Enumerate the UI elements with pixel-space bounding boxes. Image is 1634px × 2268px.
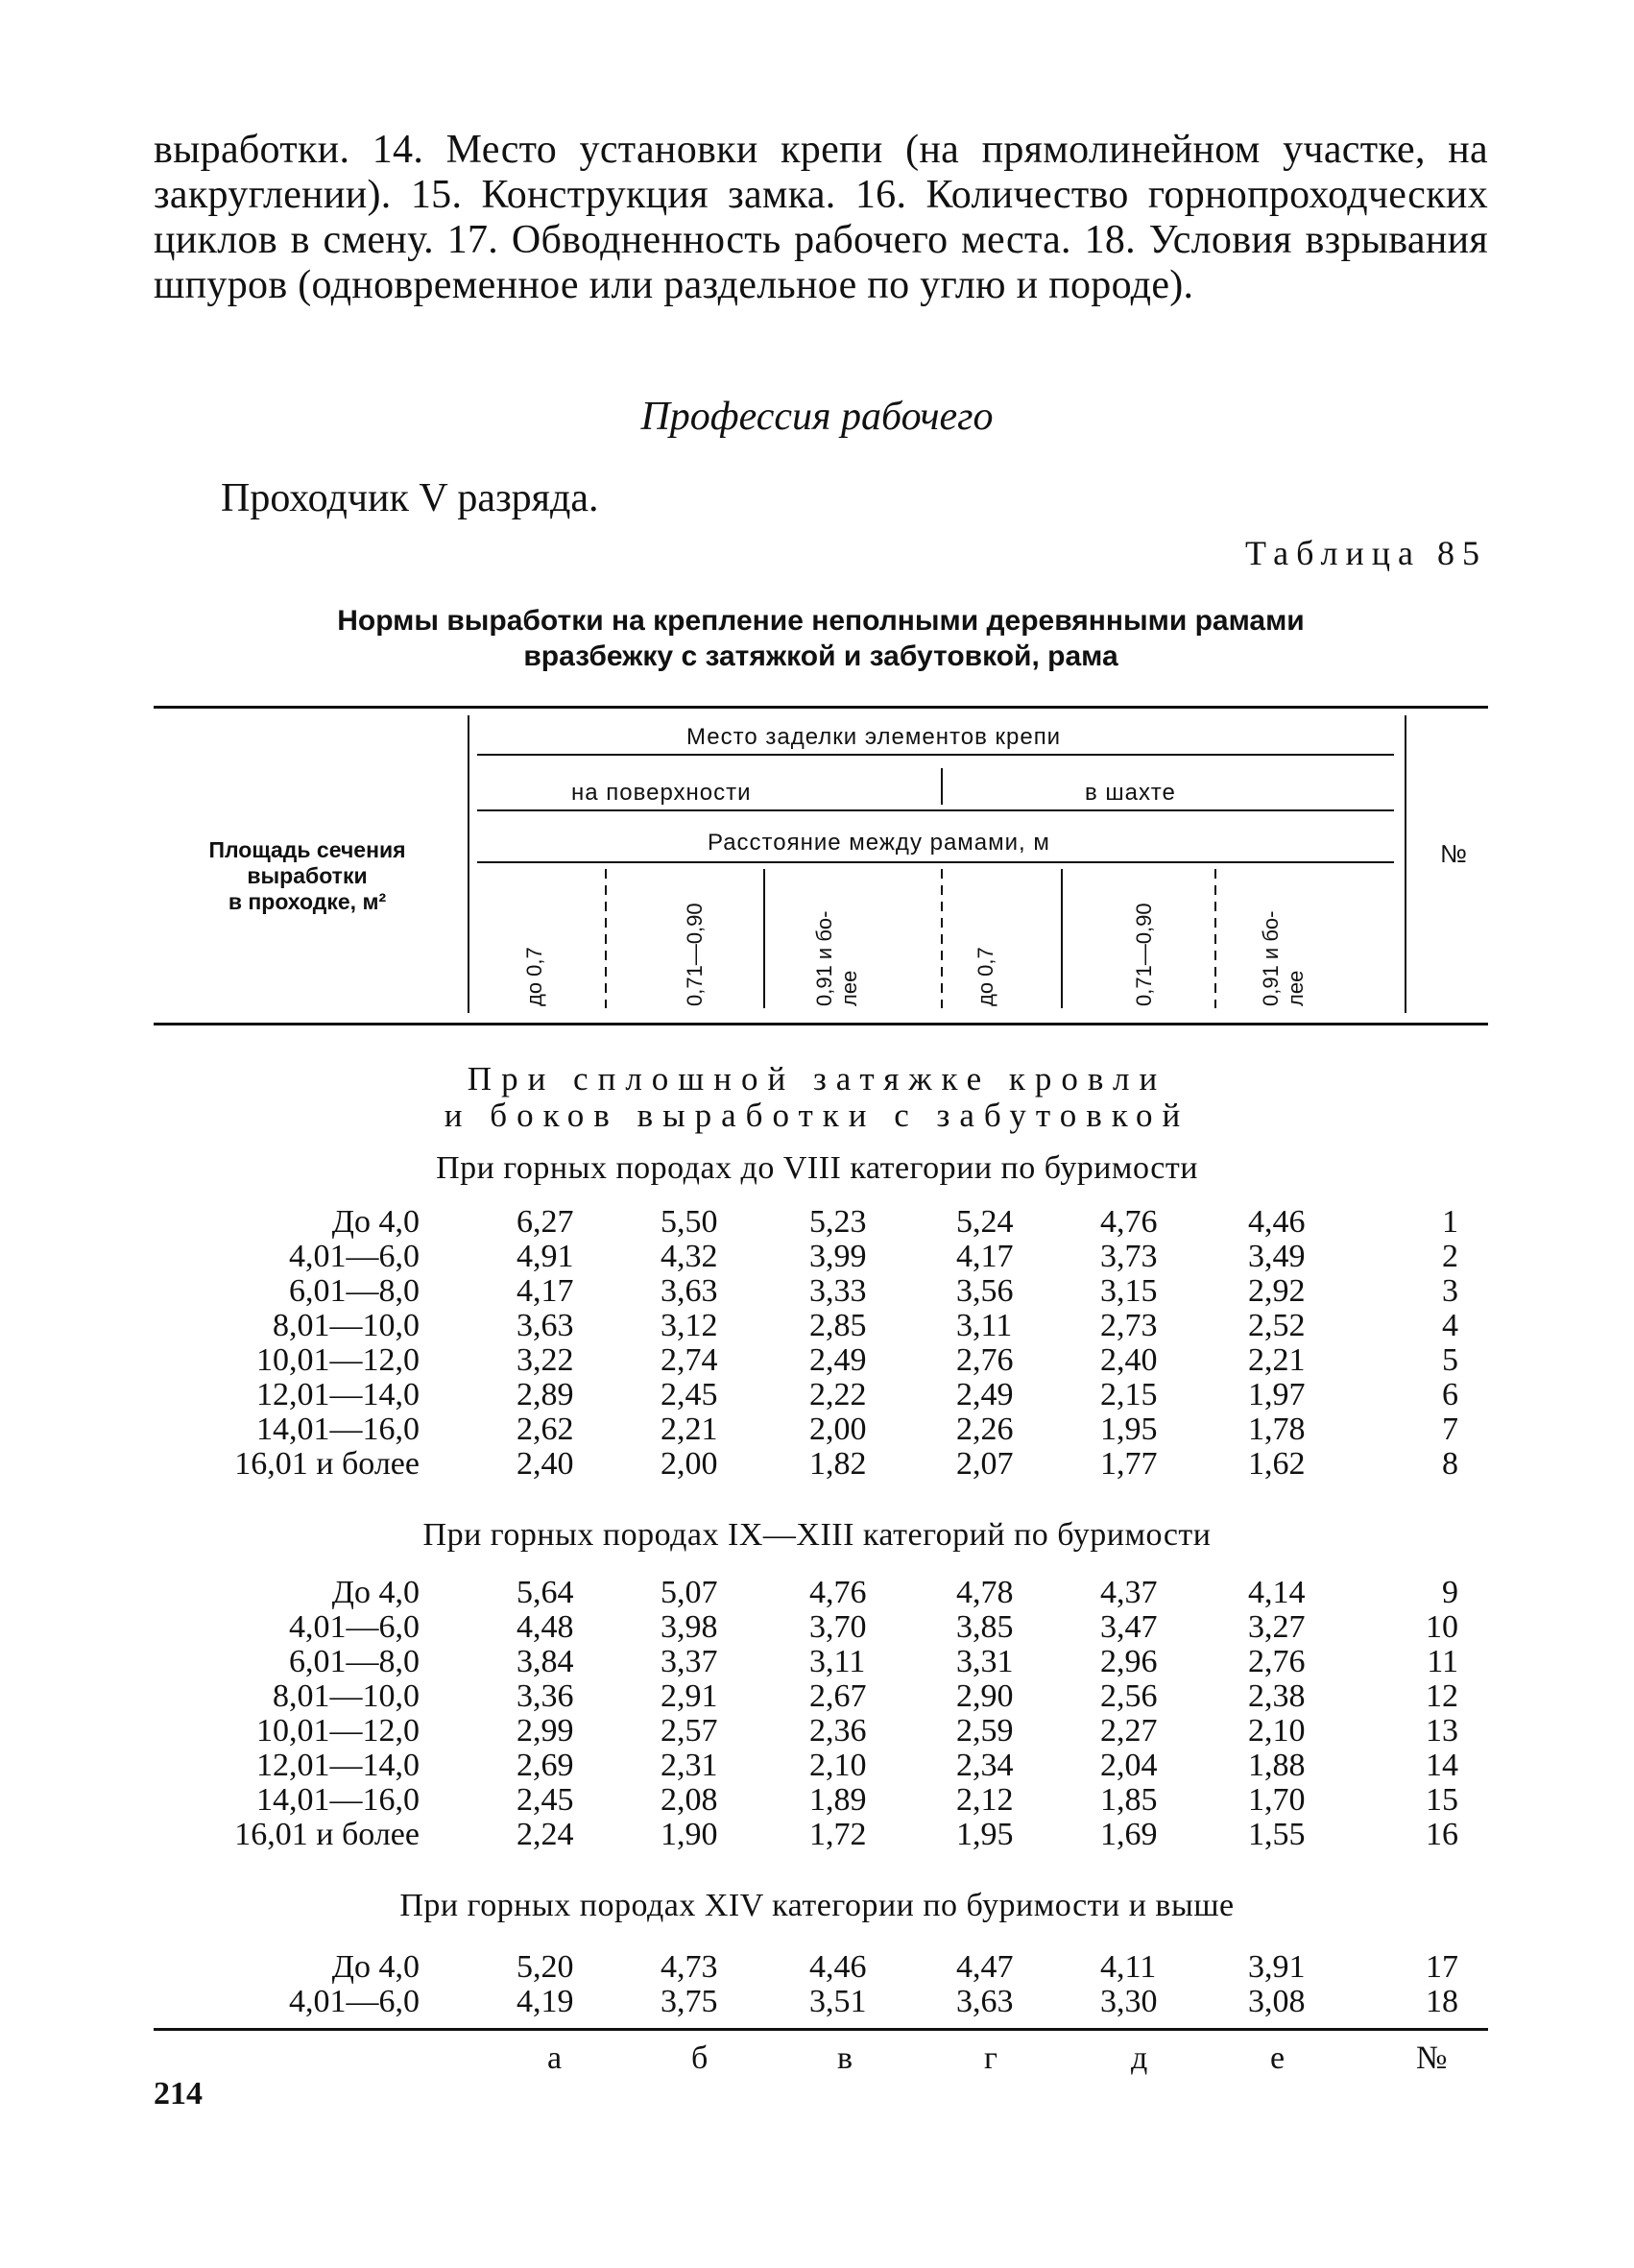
cell-f: 1,97 <box>1248 1377 1306 1412</box>
cell-f: 1,78 <box>1248 1411 1306 1447</box>
col-header-c-text: 0,91 и бо- <box>812 910 836 1006</box>
table-row <box>0 1645 1634 1679</box>
cell-d: 3,63 <box>956 1984 1014 2019</box>
footer-letter-d: г <box>984 2040 997 2076</box>
footer-letter-e: д <box>1131 2040 1148 2076</box>
row-area: 8,01—10,0 <box>273 1678 420 1714</box>
table-row <box>0 1309 1634 1343</box>
cell-e: 3,73 <box>1100 1239 1158 1274</box>
footer-letter-c: в <box>837 2040 853 2076</box>
row-number: 7 <box>1442 1411 1458 1447</box>
cell-e: 1,95 <box>1100 1411 1158 1447</box>
cell-d: 2,90 <box>956 1678 1014 1714</box>
header-stub-line2: выработки <box>247 863 368 888</box>
cell-e: 1,77 <box>1100 1446 1158 1482</box>
cell-e: 3,47 <box>1100 1609 1158 1645</box>
cell-c: 3,51 <box>809 1984 867 2019</box>
footer-letter-b: б <box>691 2040 709 2076</box>
row-area: 6,01—8,0 <box>289 1644 420 1679</box>
cell-a: 2,24 <box>517 1817 574 1852</box>
cell-b: 2,31 <box>661 1748 718 1783</box>
col-header-b-text: 0,71—0,90 <box>683 903 707 1006</box>
num-divider <box>1405 715 1406 1013</box>
header-distance: Расстояние между рамами, м <box>708 830 1050 856</box>
header-stub <box>158 837 456 915</box>
row-number: 5 <box>1442 1342 1458 1378</box>
row-area: 4,01—6,0 <box>289 1239 420 1274</box>
cell-c: 3,33 <box>809 1273 867 1309</box>
table-row <box>0 1240 1634 1274</box>
cell-c: 2,85 <box>809 1308 867 1343</box>
row-area: 4,01—6,0 <box>289 1609 420 1645</box>
table-row <box>0 1610 1634 1645</box>
cell-d: 2,12 <box>956 1782 1014 1818</box>
row-number: 1 <box>1442 1204 1458 1240</box>
cell-d: 2,49 <box>956 1377 1014 1412</box>
cell-c: 2,00 <box>809 1411 867 1447</box>
row-number: 11 <box>1427 1644 1458 1679</box>
row-number: 17 <box>1426 1949 1458 1985</box>
cell-a: 5,64 <box>517 1575 574 1610</box>
cell-c: 2,10 <box>809 1748 867 1783</box>
cell-c: 2,36 <box>809 1713 867 1749</box>
table-row <box>0 1714 1634 1749</box>
stub-divider <box>468 715 469 1013</box>
cell-e: 1,85 <box>1100 1782 1158 1818</box>
row-area: До 4,0 <box>331 1949 420 1985</box>
table-row <box>0 1274 1634 1309</box>
row-area: 8,01—10,0 <box>273 1308 420 1343</box>
cell-f: 1,55 <box>1248 1817 1306 1852</box>
cell-b: 2,08 <box>661 1782 718 1818</box>
cell-f: 1,70 <box>1248 1782 1306 1818</box>
cell-d: 1,95 <box>956 1817 1014 1852</box>
cell-c: 1,82 <box>809 1446 867 1482</box>
cell-d: 3,85 <box>956 1609 1014 1645</box>
cell-f: 1,62 <box>1248 1446 1306 1482</box>
row-number: 14 <box>1426 1748 1458 1783</box>
header-rule-3 <box>477 861 1394 863</box>
header-surface: на поверхности <box>571 780 752 806</box>
cell-b: 3,37 <box>661 1644 718 1679</box>
row-area: 12,01—14,0 <box>256 1748 420 1783</box>
cell-f: 3,49 <box>1248 1239 1306 1274</box>
header-bottom-rule <box>154 1023 1488 1025</box>
cell-c: 2,49 <box>809 1342 867 1378</box>
cell-e: 2,56 <box>1100 1678 1158 1714</box>
cell-e: 2,96 <box>1100 1644 1158 1679</box>
cell-a: 2,69 <box>517 1748 574 1783</box>
cell-a: 4,48 <box>517 1609 574 1645</box>
cell-d: 3,56 <box>956 1273 1014 1309</box>
table-row <box>0 1679 1634 1714</box>
cell-c: 3,11 <box>809 1644 866 1679</box>
table-row <box>0 1576 1634 1610</box>
table-row <box>0 1205 1634 1240</box>
cell-c: 4,46 <box>809 1949 867 1985</box>
cell-f: 2,52 <box>1248 1308 1306 1343</box>
group-title-2: При горных породах IX—XIII категорий по буримости <box>422 1517 1212 1553</box>
cell-a: 3,36 <box>517 1678 574 1714</box>
cell-d: 2,76 <box>956 1342 1014 1378</box>
section-title <box>0 1061 1634 1134</box>
cell-a: 3,84 <box>517 1644 574 1679</box>
cell-d: 5,24 <box>956 1204 1014 1240</box>
col-header-f-text: 0,91 и бо- <box>1259 910 1283 1006</box>
table-row <box>0 1378 1634 1412</box>
row-area: 16,01 и более <box>234 1817 420 1852</box>
cell-d: 2,26 <box>956 1411 1014 1447</box>
cell-b: 5,50 <box>661 1204 718 1240</box>
cell-a: 2,62 <box>517 1411 574 1447</box>
cell-a: 4,17 <box>517 1273 574 1309</box>
row-number: 10 <box>1426 1609 1458 1645</box>
cell-f: 2,38 <box>1248 1678 1306 1714</box>
table-title <box>154 603 1488 674</box>
table-row <box>0 1950 1634 1985</box>
cell-d: 2,59 <box>956 1713 1014 1749</box>
table-row <box>0 1783 1634 1818</box>
cell-d: 4,47 <box>956 1949 1014 1985</box>
row-number: 4 <box>1442 1308 1458 1343</box>
header-shaft: в шахте <box>1085 780 1176 806</box>
row-number: 15 <box>1426 1782 1458 1818</box>
row-number: 18 <box>1426 1984 1458 2019</box>
profession-text: Проходчик V разряда. <box>221 476 599 520</box>
cell-b: 2,00 <box>661 1446 718 1482</box>
cell-e: 3,30 <box>1100 1984 1158 2019</box>
cell-b: 2,21 <box>661 1411 718 1447</box>
table-row <box>0 1749 1634 1783</box>
cell-f: 3,91 <box>1248 1949 1306 1985</box>
cell-b: 3,75 <box>661 1984 718 2019</box>
page-number: 214 <box>154 2076 203 2111</box>
col-header-f2-text: лее <box>1284 970 1308 1006</box>
cell-c: 5,23 <box>809 1204 867 1240</box>
cell-d: 2,34 <box>956 1748 1014 1783</box>
cell-a: 4,91 <box>517 1239 574 1274</box>
row-area: 6,01—8,0 <box>289 1273 420 1309</box>
cell-d: 3,11 <box>956 1308 1013 1343</box>
row-number: 6 <box>1442 1377 1458 1412</box>
table-row <box>0 1985 1634 2019</box>
cell-a: 5,20 <box>517 1949 574 1985</box>
cell-e: 2,04 <box>1100 1748 1158 1783</box>
table-row <box>0 1818 1634 1852</box>
col-header-a-text: до 0,7 <box>522 947 546 1006</box>
cell-f: 2,92 <box>1248 1273 1306 1309</box>
cell-c: 1,72 <box>809 1817 867 1852</box>
cell-d: 4,78 <box>956 1575 1014 1610</box>
table-title-line1: Нормы выработки на крепление неполными деревянными рамами <box>337 605 1305 637</box>
footer-letter-a: а <box>547 2040 563 2076</box>
cell-e: 1,69 <box>1100 1817 1158 1852</box>
table-top-rule <box>154 706 1488 709</box>
cell-d: 2,07 <box>956 1446 1014 1482</box>
row-area: 16,01 и более <box>234 1446 420 1482</box>
intro-paragraph: выработки. 14. Место установки крепи (на прямолинейном участке, на закруглении). 15. Конструкция замка. 16. Количество горнопроходческих циклов в смену. 17. Обводненность рабочего места. 18. Условия взрывания шпуров (одновременное или раздельное по углю и породе). <box>154 128 1488 307</box>
cell-e: 2,73 <box>1100 1308 1158 1343</box>
row-area: До 4,0 <box>331 1575 420 1610</box>
table-bottom-rule <box>154 2028 1488 2031</box>
cell-f: 2,76 <box>1248 1644 1306 1679</box>
cell-f: 3,27 <box>1248 1609 1306 1645</box>
col-sep-1 <box>605 869 607 1008</box>
header-rule-1 <box>477 754 1394 756</box>
row-number: 9 <box>1442 1575 1458 1610</box>
cell-b: 2,74 <box>661 1342 718 1378</box>
cell-a: 2,89 <box>517 1377 574 1412</box>
col-sep-2 <box>763 869 765 1008</box>
cell-e: 4,37 <box>1100 1575 1158 1610</box>
cell-b: 2,57 <box>661 1713 718 1749</box>
row-number: 2 <box>1442 1239 1458 1274</box>
row-number: 12 <box>1426 1678 1458 1714</box>
cell-b: 3,12 <box>661 1308 718 1343</box>
cell-b: 3,98 <box>661 1609 718 1645</box>
row-area: 10,01—12,0 <box>256 1713 420 1749</box>
col-sep-3 <box>941 869 943 1008</box>
cell-e: 4,11 <box>1100 1949 1157 1985</box>
footer-num: № <box>1416 2040 1448 2076</box>
cell-f: 1,88 <box>1248 1748 1306 1783</box>
cell-b: 5,07 <box>661 1575 718 1610</box>
table-row <box>0 1343 1634 1378</box>
row-area: До 4,0 <box>331 1204 420 1240</box>
cell-e: 4,76 <box>1100 1204 1158 1240</box>
cell-a: 3,63 <box>517 1308 574 1343</box>
header-place: Место заделки элементов крепи <box>686 724 1062 750</box>
section-title-line1: При сплошной затяжке кровли <box>467 1060 1167 1098</box>
table-title-line2: вразбежку с затяжкой и забутовкой, рама <box>523 640 1118 672</box>
cell-b: 2,91 <box>661 1678 718 1714</box>
footer-letter-f: е <box>1270 2040 1286 2076</box>
row-area: 4,01—6,0 <box>289 1984 420 2019</box>
group-title-1: При горных породах до VIII категории по буримости <box>436 1150 1198 1186</box>
cell-b: 1,90 <box>661 1817 718 1852</box>
table-row <box>0 1412 1634 1447</box>
cell-c: 2,22 <box>809 1377 867 1412</box>
cell-a: 2,45 <box>517 1782 574 1818</box>
cell-f: 4,46 <box>1248 1204 1306 1240</box>
cell-c: 2,67 <box>809 1678 867 1714</box>
cell-f: 3,08 <box>1248 1984 1306 2019</box>
row-number: 16 <box>1426 1817 1458 1852</box>
cell-f: 2,10 <box>1248 1713 1306 1749</box>
table-label: Таблица 85 <box>1245 534 1487 572</box>
row-area: 12,01—14,0 <box>256 1377 420 1412</box>
cell-d: 3,31 <box>956 1644 1014 1679</box>
header-surface-shaft-divider <box>941 768 943 805</box>
header-rule-2 <box>477 809 1394 811</box>
col-header-c2-text: лее <box>837 970 861 1006</box>
section-title-line2: и боков выработки с забутовкой <box>444 1097 1190 1134</box>
cell-a: 3,22 <box>517 1342 574 1378</box>
cell-b: 2,45 <box>661 1377 718 1412</box>
row-area: 10,01—12,0 <box>256 1342 420 1378</box>
profession-heading: Профессия рабочего <box>640 395 994 439</box>
cell-a: 6,27 <box>517 1204 574 1240</box>
cell-e: 2,27 <box>1100 1713 1158 1749</box>
cell-c: 3,99 <box>809 1239 867 1274</box>
header-num: № <box>1440 839 1467 868</box>
cell-a: 2,99 <box>517 1713 574 1749</box>
cell-e: 2,40 <box>1100 1342 1158 1378</box>
group-title-3: При горных породах XIV категории по буримости и выше <box>399 1888 1235 1923</box>
row-area: 14,01—16,0 <box>256 1411 420 1447</box>
header-stub-line3: в проходке, м² <box>228 889 387 914</box>
col-sep-4 <box>1061 869 1063 1008</box>
row-number: 13 <box>1426 1713 1458 1749</box>
row-number: 3 <box>1442 1273 1458 1309</box>
cell-e: 2,15 <box>1100 1377 1158 1412</box>
cell-b: 3,63 <box>661 1273 718 1309</box>
cell-a: 2,40 <box>517 1446 574 1482</box>
cell-b: 4,32 <box>661 1239 718 1274</box>
cell-c: 3,70 <box>809 1609 867 1645</box>
col-sep-5 <box>1214 869 1216 1008</box>
table-row <box>0 1447 1634 1482</box>
cell-f: 2,21 <box>1248 1342 1306 1378</box>
cell-e: 3,15 <box>1100 1273 1158 1309</box>
col-header-d-text: до 0,7 <box>973 947 997 1006</box>
cell-d: 4,17 <box>956 1239 1014 1274</box>
cell-f: 4,14 <box>1248 1575 1306 1610</box>
cell-a: 4,19 <box>517 1984 574 2019</box>
col-header-e-text: 0,71—0,90 <box>1132 903 1156 1006</box>
cell-b: 4,73 <box>661 1949 718 1985</box>
row-number: 8 <box>1442 1446 1458 1482</box>
cell-c: 4,76 <box>809 1575 867 1610</box>
row-area: 14,01—16,0 <box>256 1782 420 1818</box>
cell-c: 1,89 <box>809 1782 867 1818</box>
header-stub-line1: Площадь сечения <box>208 837 406 862</box>
